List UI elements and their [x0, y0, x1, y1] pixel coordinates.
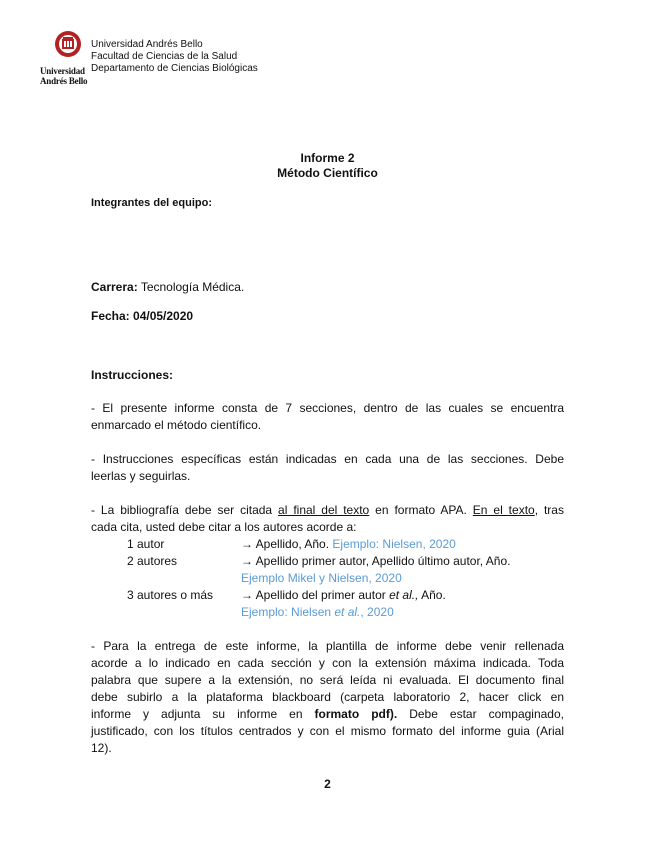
- para4-line6: justificado, con los títulos centrados y con el mismo formato del informe guia (Arial: [91, 724, 564, 738]
- para1-line2: enmarcado el método científico.: [91, 418, 262, 432]
- citation-rule-3-pre: → Apellido del primer autor: [241, 588, 390, 602]
- para4-line1: - Para la entrega de este informe, la plantilla de informe debe venir rellenada: [91, 639, 564, 653]
- career-value: Tecnología Médica.: [137, 280, 245, 294]
- citation-rule-1-text: → Apellido, Año.: [241, 537, 330, 551]
- citation-count-1: 1 autor: [127, 537, 165, 551]
- para4-line2: acorde a lo indicado en cada sección y con la extensión máxima indicada. Toda: [91, 656, 564, 670]
- para3-post: , tras: [534, 503, 564, 517]
- citation-count-2: 2 autores: [127, 554, 178, 568]
- para2-line2: leerlas y seguirlas.: [91, 469, 191, 483]
- date-value: 04/05/2020: [129, 309, 194, 323]
- page-number: 2: [324, 777, 331, 791]
- para3-underline-text: En el texto: [472, 503, 535, 517]
- para4-line3: palabra que supere a la extensión, no será leída ni evaluada. El documento final: [91, 673, 564, 687]
- logo-text-line2: Andrés Bello: [40, 76, 88, 86]
- citation-rule-3: [241, 587, 446, 604]
- citation-rule-3-post: Año.: [418, 588, 446, 602]
- para3-line1: [91, 502, 564, 519]
- para3-mid: en formato APA.: [369, 503, 473, 517]
- citation-rule-3-italic: et al.,: [389, 588, 419, 602]
- citation-example-3-post: , 2020: [360, 605, 394, 619]
- career-line: [91, 279, 564, 296]
- faculty-name: Facultad de Ciencias de la Salud: [91, 51, 238, 62]
- report-title: Informe 2: [300, 151, 355, 165]
- para3-pre: - La bibliografía debe ser citada: [91, 503, 279, 517]
- citation-rule-2: → Apellido primer autor, Apellido último autor, Año.: [241, 554, 511, 568]
- department-name: Departamento de Ciencias Biológicas: [91, 63, 258, 74]
- header-institution-block: [91, 39, 258, 75]
- instructions-heading: Instrucciones:: [91, 368, 174, 382]
- team-label: Integrantes del equipo:: [91, 197, 213, 209]
- para4-line7: 12).: [91, 741, 112, 755]
- date-line: [91, 308, 564, 325]
- logo-text-line1: Universidad: [40, 66, 85, 76]
- para4-line5: [91, 706, 564, 723]
- para3-underline-end: al final del texto: [278, 503, 370, 517]
- career-label: Carrera:: [91, 280, 138, 294]
- citation-count-3: 3 autores o más: [127, 588, 214, 602]
- para2-line1: - Instrucciones específicas están indicadas en cada una de las secciones. Debe: [91, 452, 564, 466]
- citation-example-2: Ejemplo Mikel y Nielsen, 2020: [241, 571, 402, 585]
- citation-rule-1: [241, 536, 456, 553]
- para4-line4: debe subirlo a la plataforma blackboard (carpeta laboratorio 2, hacer click en: [91, 690, 564, 704]
- para3-line2: cada cita, usted debe citar a los autores acorde a:: [91, 520, 357, 534]
- para1-line1: - El presente informe consta de 7 secciones, dentro de las cuales se encuentra: [91, 401, 564, 415]
- para4-line5-pre: informe y adjunta su informe en: [91, 707, 315, 721]
- citation-example-3-italic: et al.: [334, 605, 361, 619]
- institution-name: Universidad Andrés Bello: [91, 39, 203, 50]
- citation-example-1: Ejemplo: Nielsen, 2020: [329, 537, 456, 551]
- citation-example-3-pre: Ejemplo: Nielsen: [241, 605, 335, 619]
- para4-line5-post: Debe estar compaginado,: [397, 707, 564, 721]
- para4-pdf-format: formato pdf).: [314, 707, 398, 721]
- date-label: Fecha:: [91, 309, 130, 323]
- report-subtitle: Método Científico: [277, 166, 378, 180]
- citation-example-3: [241, 604, 394, 621]
- university-seal-icon: [54, 30, 82, 58]
